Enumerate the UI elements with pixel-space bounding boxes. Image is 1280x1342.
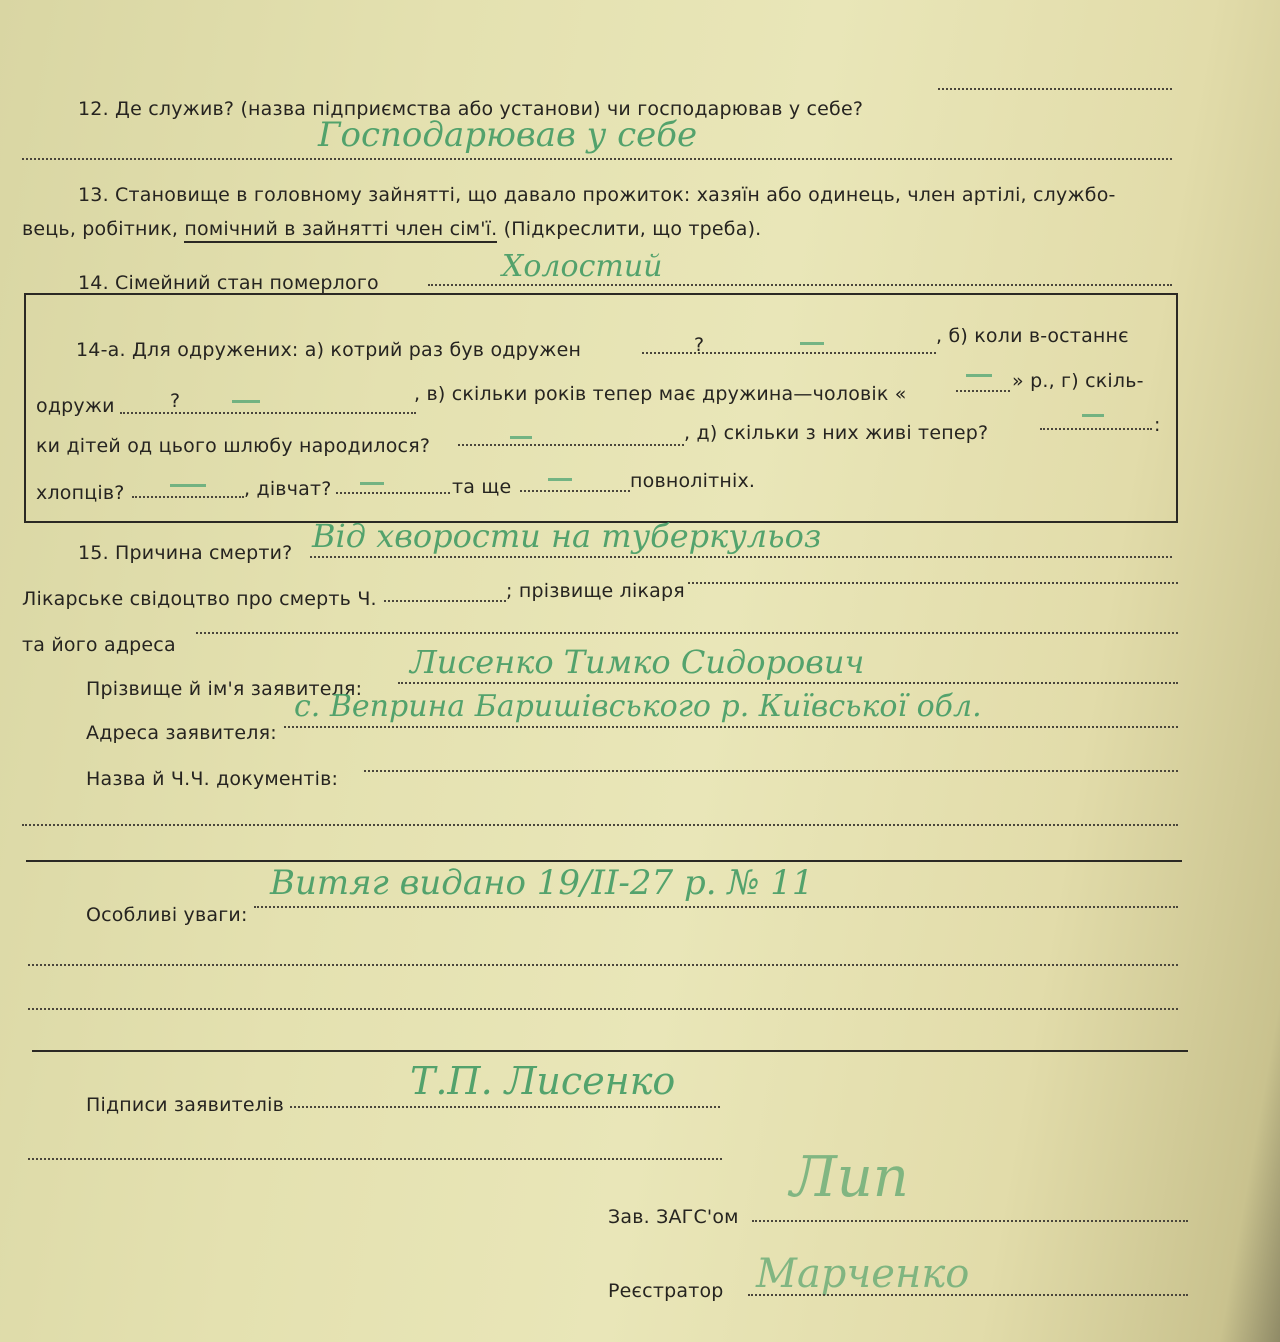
documents-label: Назва й Ч.Ч. документів:: [86, 768, 339, 790]
q14-dotted-line: [428, 284, 1172, 286]
q14-label: 14. Сімейний стан померлого: [78, 272, 379, 294]
q14a-q-odr: ?: [170, 390, 181, 412]
q14a-label-g: » р., г) скіль-: [1012, 370, 1144, 392]
applicant-name-label: Прізвище й ім'я заявителя:: [86, 678, 363, 700]
q14a-dash-div: [360, 482, 384, 485]
q14a-dash-ki: [510, 436, 532, 439]
q15-handwritten-answer: Від хворости на туберкульоз: [312, 517, 822, 555]
medical-number-line: [384, 600, 506, 602]
q14a-colon: :: [1154, 414, 1161, 436]
signatures-label: Підписи заявителів: [86, 1094, 285, 1116]
q14a-dash-a: [800, 342, 824, 345]
q15-dotted-line: [310, 556, 1172, 558]
q14a-dash-d: [1082, 414, 1104, 417]
q14a-label-ta: та ще: [452, 476, 512, 498]
q12-dotted-line: [938, 88, 1172, 90]
q14a-label-div: , дівчат?: [244, 478, 332, 500]
q13-line2-pre: вець, робітник,: [22, 218, 179, 240]
zags-head-line: [752, 1220, 1188, 1222]
q14a-dash-odr: [232, 400, 260, 403]
notes-label: Особливі уваги:: [86, 904, 248, 926]
section-divider-2: [32, 1050, 1188, 1052]
q12-label: 12. Де служив? (назва підприємства або установи) чи господарював у себе?: [78, 98, 864, 120]
q14a-dots-d: [1040, 428, 1152, 430]
signatures-line-2: [28, 1158, 722, 1160]
q14a-dash-v: [966, 374, 992, 377]
q14a-label-b: , б) коли в-останнє: [936, 325, 1129, 347]
applicant-address-line: [284, 726, 1178, 728]
registrar-line: [748, 1294, 1188, 1296]
doctor-name-line: [688, 582, 1178, 584]
zags-head-signature: Лип: [790, 1145, 909, 1210]
q12-answer-line: [22, 158, 1172, 160]
q13-line1: 13. Становище в головному зайнятті, що давало прожиток: хазяїн або одинець, член артілі, службо-: [78, 184, 1116, 206]
q14a-label-ki: ки дітей од цього шлюбу народилося?: [36, 435, 431, 457]
q14a-dots-div: [336, 492, 450, 494]
registrar-label: Реєстратор: [608, 1280, 724, 1302]
q13-line2-post: (Підкреслити, що треба).: [503, 218, 762, 240]
medical-certificate-label: Лікарське свідоцтво про смерть Ч.: [22, 588, 377, 610]
q14a-dots-ta: [520, 490, 630, 492]
q13-underlined-option: помічний в зайнятті член сім'ї.: [184, 218, 497, 243]
q13-line2: [22, 220, 761, 239]
q14a-label-pov: повнолітніх.: [630, 470, 756, 492]
documents-line: [364, 770, 1178, 772]
q14a-dots-odr: [120, 412, 416, 414]
q14a-label-v: , в) скільки років тепер має дружина—чоловік «: [414, 383, 907, 405]
signatures-value: Т.П. Лисенко: [410, 1059, 676, 1103]
notes-line-1: [254, 906, 1178, 908]
signatures-line-1: [290, 1106, 720, 1108]
q14a-dots-hl: [132, 496, 244, 498]
section-divider-1: [26, 860, 1182, 862]
q12-handwritten-answer: Господарював у себе: [318, 115, 698, 155]
q15-label: 15. Причина смерти?: [78, 542, 293, 564]
doctor-address-line: [196, 632, 1178, 634]
q14a-label-odr: одружи: [36, 395, 115, 417]
q14a-dots-a: [642, 352, 936, 354]
q14a-label-d: , д) скільки з них живі тепер?: [684, 422, 989, 444]
doctor-name-label: ; прізвище лікаря: [506, 580, 685, 602]
applicant-name-value: Лисенко Тимко Сидорович: [410, 643, 865, 681]
q14-handwritten-answer: Холостий: [502, 249, 663, 284]
notes-line-3: [28, 1008, 1178, 1010]
doctor-address-label: та його адреса: [22, 634, 176, 656]
notes-line-2: [28, 964, 1178, 966]
applicant-address-label: Адреса заявителя:: [86, 722, 277, 744]
registrar-signature: Марченко: [756, 1251, 970, 1297]
q14a-dash-ta: [548, 478, 572, 481]
zags-head-label: Зав. ЗАГС'ом: [608, 1206, 739, 1228]
q14a-dash-hl: [170, 484, 206, 487]
q14a-label-a: 14-а. Для одружених: а) котрий раз був одружен: [76, 339, 582, 361]
q14a-label-hl: хлопців?: [36, 482, 125, 504]
q14a-q-a: ?: [694, 334, 705, 356]
documents-line-2: [22, 824, 1178, 826]
notes-value: Витяг видано 19/II-27 р. № 11: [270, 863, 814, 903]
q14a-dots-ki: [458, 444, 684, 446]
applicant-address-value: с. Веприна Баришівського р. Київської обл.: [294, 689, 982, 724]
applicant-name-line: [398, 682, 1178, 684]
q14a-dots-v: [956, 390, 1010, 392]
